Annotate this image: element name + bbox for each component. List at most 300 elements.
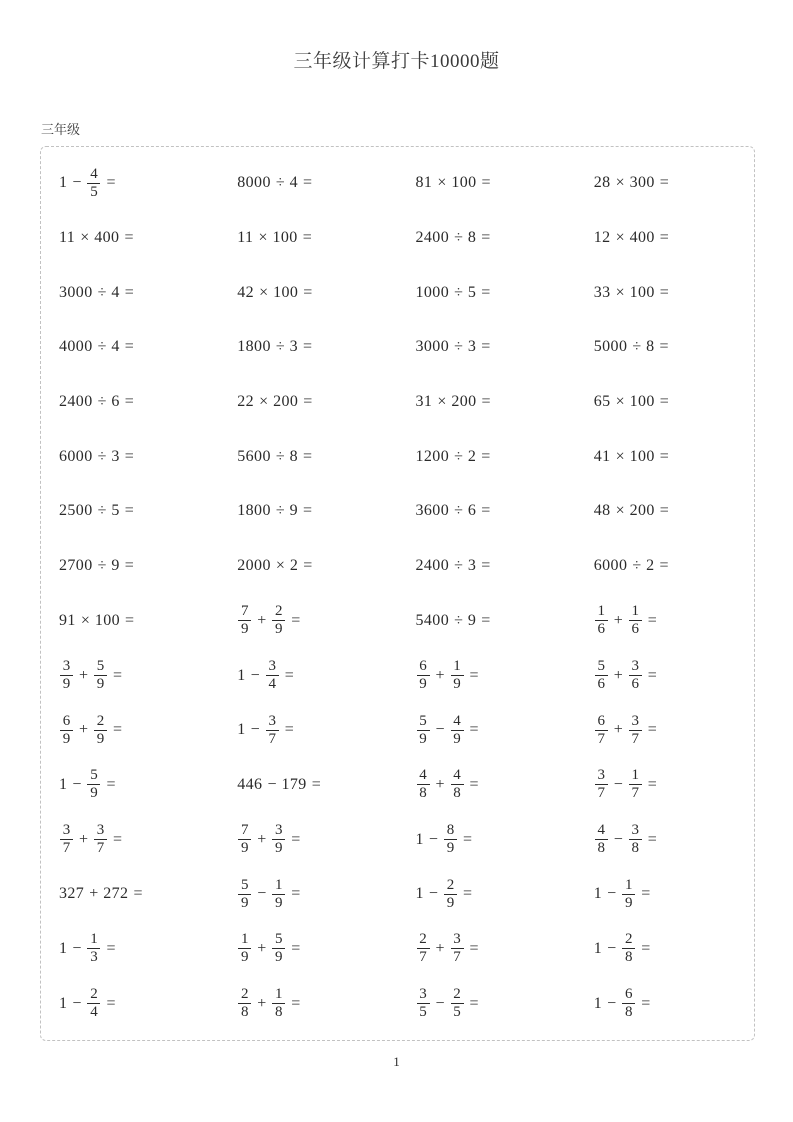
problem-cell[interactable] (41, 714, 219, 747)
fraction-numerator: 3 (275, 822, 283, 839)
operator-sign: ÷ (454, 283, 463, 301)
problem-cell[interactable] (576, 449, 754, 465)
math-expression (594, 339, 674, 355)
number-operand: 2400 (415, 229, 450, 247)
equals-sign: = (302, 229, 312, 247)
math-expression (59, 987, 120, 1020)
math-expression (594, 449, 674, 465)
fraction-numerator: 3 (62, 822, 71, 839)
equals-sign: = (124, 447, 134, 465)
number-operand: 1 (593, 994, 603, 1012)
fraction (595, 714, 608, 747)
math-expression (59, 230, 138, 246)
problem-cell[interactable] (576, 394, 754, 410)
fraction (444, 823, 457, 856)
number-operand: 2 (467, 447, 477, 465)
number-operand: 3 (111, 447, 120, 465)
fraction (94, 659, 107, 692)
problem-cell[interactable] (41, 558, 219, 574)
math-expression (416, 714, 484, 747)
equals-sign: = (481, 174, 491, 192)
problem-cell[interactable] (41, 449, 219, 465)
math-expression (237, 394, 317, 410)
problem-cell[interactable] (398, 230, 576, 246)
number-operand: 272 (103, 885, 129, 903)
math-expression (594, 175, 674, 191)
number-operand: 5400 (415, 611, 450, 629)
problem-cell[interactable] (219, 339, 397, 355)
fraction-numerator: 2 (90, 986, 98, 1003)
equals-sign: = (303, 174, 313, 192)
fraction-denominator: 7 (419, 949, 427, 966)
fraction-numerator: 2 (446, 876, 455, 893)
fraction (451, 932, 464, 965)
number-operand: 4000 (59, 338, 93, 356)
problem-cell[interactable] (219, 175, 397, 191)
number-operand: 179 (281, 775, 307, 793)
fraction-denominator: 9 (446, 894, 455, 911)
number-operand: 9 (111, 557, 120, 575)
math-expression (594, 285, 674, 301)
page-title: 三年级计算打卡10000题 (293, 51, 500, 72)
problem-cell[interactable] (41, 768, 219, 801)
operator-sign: × (615, 229, 625, 247)
fraction-denominator: 4 (268, 676, 276, 693)
problem-cell[interactable] (398, 558, 576, 574)
operator-sign: + (613, 721, 623, 739)
problem-row (41, 265, 754, 320)
math-expression (237, 503, 317, 519)
problem-cell[interactable] (41, 613, 219, 629)
equals-sign: = (303, 338, 313, 356)
operator-sign: − (72, 775, 82, 793)
equals-sign: = (659, 502, 669, 520)
problem-cell[interactable] (576, 175, 754, 191)
fraction-denominator: 9 (275, 840, 283, 857)
problem-cell[interactable] (576, 987, 754, 1020)
math-expression (59, 558, 139, 574)
number-operand: 100 (272, 229, 298, 247)
operator-sign: − (428, 830, 438, 848)
fraction-numerator: 5 (419, 712, 427, 729)
fraction (417, 932, 430, 965)
math-expression (594, 230, 674, 246)
math-expression (59, 932, 120, 965)
number-operand: 5 (467, 283, 477, 301)
math-expression (237, 285, 317, 301)
number-operand: 6000 (593, 557, 628, 575)
fraction (272, 932, 285, 965)
fraction (595, 768, 608, 801)
problem-cell[interactable] (398, 659, 576, 692)
problem-cell[interactable] (398, 932, 576, 965)
problem-cell[interactable] (219, 777, 397, 793)
fraction-numerator: 2 (241, 986, 249, 1003)
equals-sign: = (284, 721, 294, 739)
problem-cell[interactable] (41, 659, 219, 692)
operator-sign: + (79, 721, 89, 739)
number-operand: 81 (415, 174, 433, 192)
equals-sign: = (481, 283, 491, 301)
math-expression (59, 659, 127, 692)
number-operand: 5 (111, 502, 120, 520)
operator-sign: ÷ (454, 502, 463, 520)
equals-sign: = (481, 447, 491, 465)
number-operand: 3 (467, 338, 477, 356)
fraction-numerator: 1 (631, 767, 640, 784)
fraction-numerator: 6 (597, 712, 605, 729)
problem-cell[interactable] (576, 823, 754, 856)
math-expression (416, 394, 496, 410)
fraction-numerator: 2 (419, 931, 427, 948)
problem-cell[interactable] (576, 230, 754, 246)
number-operand: 8 (467, 229, 477, 247)
problem-cell[interactable] (576, 659, 754, 692)
problem-cell[interactable] (219, 604, 397, 637)
problem-cell[interactable] (219, 878, 397, 911)
number-operand: 6 (467, 502, 477, 520)
number-operand: 400 (94, 229, 120, 247)
math-expression (594, 878, 655, 911)
equals-sign: = (133, 885, 143, 903)
problem-row (41, 922, 754, 977)
number-operand: 9 (289, 502, 299, 520)
section-label: 三年级 (41, 122, 81, 137)
fraction-numerator: 3 (597, 767, 605, 784)
fraction (87, 768, 100, 801)
math-expression (594, 932, 655, 965)
math-expression (237, 659, 298, 692)
number-operand: 5600 (237, 447, 271, 465)
number-operand: 2700 (59, 557, 93, 575)
problem-cell[interactable] (398, 394, 576, 410)
number-operand: 41 (593, 447, 611, 465)
problem-cell[interactable] (219, 285, 397, 301)
math-expression (59, 449, 139, 465)
equals-sign: = (113, 721, 123, 739)
operator-sign: ÷ (97, 338, 107, 356)
math-expression (416, 613, 496, 629)
problem-set-container (40, 146, 755, 1041)
operator-sign: + (79, 830, 89, 848)
problem-cell[interactable] (576, 503, 754, 519)
number-operand: 1 (593, 939, 603, 957)
problem-cell[interactable] (398, 987, 576, 1020)
fraction-numerator: 3 (453, 931, 461, 948)
fraction-denominator: 7 (96, 840, 105, 857)
equals-sign: = (641, 885, 651, 903)
number-operand: 48 (593, 502, 611, 520)
equals-sign: = (291, 830, 301, 848)
equals-sign: = (303, 447, 313, 465)
problem-cell[interactable] (576, 604, 754, 637)
operator-sign: × (615, 447, 625, 465)
problem-cell[interactable] (219, 503, 397, 519)
problem-row (41, 648, 754, 703)
math-expression (237, 339, 317, 355)
problem-cell[interactable] (219, 394, 397, 410)
number-operand: 100 (629, 447, 655, 465)
fraction (87, 987, 100, 1020)
problem-row (41, 484, 754, 539)
problem-cell[interactable] (41, 394, 219, 410)
math-expression (59, 886, 147, 902)
fraction-denominator: 9 (90, 785, 98, 802)
fraction-denominator: 6 (597, 676, 605, 693)
fraction-numerator: 2 (275, 603, 283, 620)
problem-cell[interactable] (41, 285, 219, 301)
problem-cell[interactable] (219, 823, 397, 856)
operator-sign: − (428, 885, 438, 903)
equals-sign: = (469, 939, 479, 957)
problem-cell[interactable] (576, 714, 754, 747)
problem-cell[interactable] (41, 886, 219, 902)
equals-sign: = (106, 939, 116, 957)
problem-cell[interactable] (41, 932, 219, 965)
math-expression (416, 823, 477, 856)
fraction-denominator: 6 (631, 676, 640, 693)
problem-cell[interactable] (576, 558, 754, 574)
fraction-denominator: 8 (241, 1004, 249, 1021)
operator-sign: ÷ (97, 283, 107, 301)
math-expression (594, 558, 674, 574)
operator-sign: ÷ (454, 611, 463, 629)
equals-sign: = (659, 338, 669, 356)
number-operand: 100 (629, 393, 655, 411)
equals-sign: = (303, 393, 313, 411)
operator-sign: ÷ (454, 229, 463, 247)
operator-sign: + (435, 939, 445, 957)
operator-sign: + (79, 666, 89, 684)
number-operand: 42 (237, 283, 255, 301)
fraction-numerator: 4 (419, 767, 427, 784)
problem-cell[interactable] (41, 987, 219, 1020)
fraction (238, 932, 251, 965)
math-expression (237, 987, 305, 1020)
fraction-numerator: 2 (453, 986, 461, 1003)
operator-sign: + (257, 611, 267, 629)
operator-sign: × (615, 502, 625, 520)
math-expression (416, 339, 496, 355)
problem-cell[interactable] (41, 339, 219, 355)
problem-cell[interactable] (398, 878, 576, 911)
problem-cell[interactable] (219, 558, 397, 574)
equals-sign: = (469, 666, 479, 684)
number-operand: 100 (451, 174, 477, 192)
fraction-denominator: 9 (241, 949, 249, 966)
equals-sign: = (469, 721, 479, 739)
fraction (629, 604, 642, 637)
fraction-denominator: 8 (453, 785, 461, 802)
problem-cell[interactable] (41, 823, 219, 856)
fraction (60, 714, 73, 747)
number-operand: 1 (59, 174, 68, 192)
number-operand: 3 (289, 338, 299, 356)
equals-sign: = (106, 994, 116, 1012)
operator-sign: − (613, 775, 623, 793)
problem-cell[interactable] (398, 823, 576, 856)
operator-sign: + (257, 830, 267, 848)
problem-row (41, 429, 754, 484)
number-operand: 22 (237, 393, 255, 411)
problem-cell[interactable] (398, 768, 576, 801)
problem-cell[interactable] (576, 932, 754, 965)
equals-sign: = (113, 830, 123, 848)
fraction-denominator: 3 (90, 949, 98, 966)
problem-cell[interactable] (219, 987, 397, 1020)
equals-sign: = (469, 775, 479, 793)
number-operand: 3600 (415, 502, 450, 520)
fraction-denominator: 8 (624, 949, 633, 966)
fraction (451, 714, 464, 747)
equals-sign: = (481, 393, 491, 411)
math-expression (594, 394, 674, 410)
fraction-numerator: 8 (446, 822, 455, 839)
operator-sign: × (259, 393, 269, 411)
fraction-numerator: 3 (631, 822, 640, 839)
problem-cell[interactable] (576, 768, 754, 801)
problem-cell[interactable] (41, 230, 219, 246)
fraction-numerator: 6 (624, 986, 633, 1003)
number-operand: 1800 (237, 502, 271, 520)
math-expression (237, 878, 305, 911)
equals-sign: = (291, 885, 301, 903)
number-operand: 200 (273, 393, 299, 411)
problem-cell[interactable] (398, 613, 576, 629)
number-operand: 1000 (415, 283, 450, 301)
problem-cell[interactable] (398, 503, 576, 519)
operator-sign: × (80, 229, 90, 247)
fraction (622, 932, 635, 965)
operator-sign: + (257, 939, 267, 957)
equals-sign: = (481, 229, 491, 247)
math-expression (594, 714, 662, 747)
equals-sign: = (124, 502, 134, 520)
number-operand: 1200 (415, 447, 450, 465)
fraction-denominator: 9 (241, 840, 249, 857)
fraction-denominator: 4 (90, 1004, 98, 1021)
problem-row (41, 812, 754, 867)
math-expression (416, 987, 484, 1020)
page-number: 1 (393, 1054, 400, 1069)
fraction (272, 987, 285, 1020)
number-operand: 300 (629, 174, 655, 192)
fraction (595, 604, 608, 637)
fraction-denominator: 8 (597, 840, 605, 857)
math-expression (416, 768, 484, 801)
math-expression (594, 768, 662, 801)
number-operand: 11 (237, 229, 254, 247)
fraction-numerator: 4 (453, 712, 461, 729)
problem-cell[interactable] (219, 659, 397, 692)
math-expression (237, 558, 317, 574)
problem-cell[interactable] (398, 449, 576, 465)
fraction-denominator: 5 (90, 183, 98, 200)
number-operand: 200 (629, 502, 655, 520)
problem-cell[interactable] (219, 230, 397, 246)
problem-cell[interactable] (398, 339, 576, 355)
fraction (87, 167, 100, 200)
fraction-numerator: 1 (275, 986, 283, 1003)
math-expression (59, 823, 127, 856)
fraction-denominator: 9 (453, 730, 461, 747)
number-operand: 5000 (593, 338, 628, 356)
equals-sign: = (659, 393, 669, 411)
problem-cell[interactable] (398, 175, 576, 191)
problem-cell[interactable] (219, 932, 397, 965)
fraction (629, 659, 642, 692)
operator-sign: − (435, 994, 445, 1012)
operator-sign: × (80, 611, 90, 629)
number-operand: 100 (94, 611, 121, 629)
operator-sign: × (258, 229, 268, 247)
operator-sign: − (267, 775, 277, 793)
fraction-denominator: 7 (631, 730, 640, 747)
problem-cell[interactable] (398, 714, 576, 747)
equals-sign: = (641, 994, 651, 1012)
fraction-numerator: 2 (624, 931, 633, 948)
operator-sign: ÷ (454, 447, 463, 465)
fraction (94, 823, 107, 856)
fraction-numerator: 1 (597, 603, 605, 620)
problem-cell[interactable] (576, 285, 754, 301)
operator-sign: − (257, 885, 267, 903)
equals-sign: = (481, 611, 491, 629)
fraction-denominator: 9 (453, 676, 461, 693)
operator-sign: × (259, 283, 269, 301)
operator-sign: ÷ (454, 557, 463, 575)
math-expression (59, 167, 120, 200)
math-expression (237, 714, 298, 747)
fraction-numerator: 1 (453, 658, 461, 675)
fraction (595, 659, 608, 692)
math-expression (59, 503, 139, 519)
number-operand: 100 (273, 283, 299, 301)
number-operand: 1 (59, 775, 68, 793)
operator-sign: ÷ (97, 447, 107, 465)
math-expression (416, 558, 496, 574)
number-operand: 1 (415, 885, 424, 903)
problem-cell[interactable] (398, 285, 576, 301)
math-expression (416, 175, 496, 191)
number-operand: 2400 (59, 393, 93, 411)
fraction-denominator: 8 (419, 785, 427, 802)
fraction-numerator: 6 (419, 658, 427, 675)
number-operand: 400 (629, 229, 655, 247)
number-operand: 1 (59, 994, 68, 1012)
math-expression (416, 878, 477, 911)
operator-sign: + (435, 666, 445, 684)
problem-cell[interactable] (41, 503, 219, 519)
number-operand: 2 (289, 557, 299, 575)
math-expression (59, 339, 139, 355)
fraction-denominator: 9 (241, 894, 249, 911)
problem-cell[interactable] (219, 714, 397, 747)
fraction (94, 714, 107, 747)
equals-sign: = (481, 338, 491, 356)
equals-sign: = (303, 283, 313, 301)
problem-cell[interactable] (41, 167, 219, 200)
problem-row (41, 703, 754, 758)
problem-cell[interactable] (219, 449, 397, 465)
operator-sign: ÷ (275, 447, 285, 465)
equals-sign: = (106, 775, 116, 793)
problem-cell[interactable] (576, 339, 754, 355)
problem-cell[interactable] (576, 878, 754, 911)
fraction-denominator: 7 (268, 730, 276, 747)
operator-sign: − (613, 830, 623, 848)
fraction-denominator: 9 (419, 676, 427, 693)
